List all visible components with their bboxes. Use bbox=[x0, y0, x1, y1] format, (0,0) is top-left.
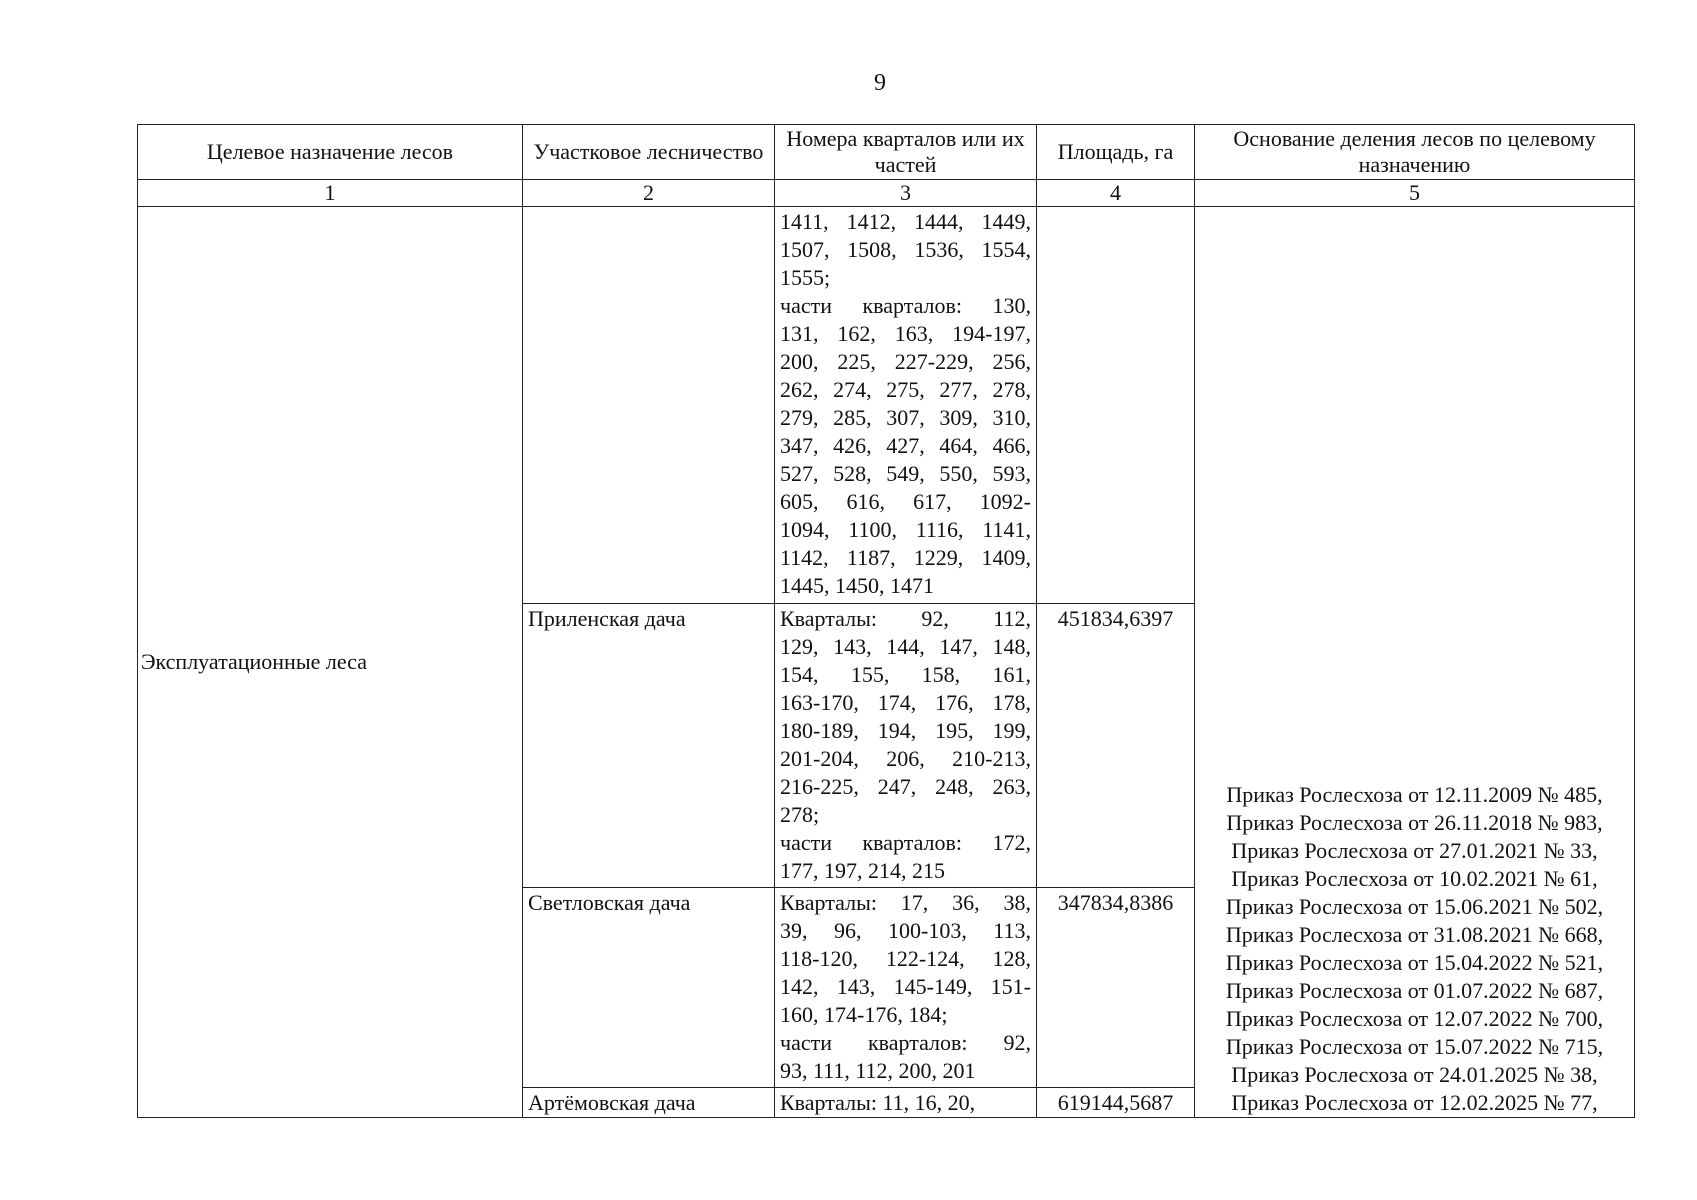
quarters-line: 201-204, 206, 210-213, bbox=[780, 746, 1031, 772]
basis-order-line: Приказ Рослесхоза от 01.07.2022 № 687, bbox=[1225, 978, 1604, 1003]
quarters-line: 160, 174-176, 184; bbox=[780, 1002, 948, 1028]
header-quarters: Номера кварталов или их частей bbox=[775, 125, 1037, 180]
quarters-line: 1094, 1100, 1116, 1141, bbox=[780, 517, 1031, 542]
area-cell: 619144,5687 bbox=[1037, 1087, 1195, 1117]
quarters-cell bbox=[775, 604, 1037, 888]
quarters-line: 180-189, 194, 195, 199, bbox=[780, 718, 1031, 744]
header-basis: Основание деления лесов по целевому назначению bbox=[1195, 125, 1635, 180]
table-header-row bbox=[138, 125, 1635, 180]
basis-order-line: Приказ Рослесхоза от 15.04.2022 № 521, bbox=[1225, 950, 1604, 975]
quarters-line: Кварталы: 92, 112, bbox=[780, 606, 1031, 632]
basis-order-line: Приказ Рослесхоза от 26.11.2018 № 983, bbox=[1226, 810, 1603, 835]
quarters-line: 118-120, 122-124, 128, bbox=[780, 946, 1031, 972]
forestry-cell: Артёмовская дача bbox=[523, 1087, 775, 1117]
forestry-cell: Светловская дача bbox=[523, 888, 775, 1088]
quarters-line: 93, 111, 112, 200, 201 bbox=[780, 1058, 976, 1084]
quarters-line: 154, 155, 158, 161, bbox=[780, 662, 1031, 688]
quarters-line: 279, 285, 307, 309, 310, bbox=[780, 405, 1031, 430]
quarters-line: Кварталы: 17, 36, 38, bbox=[780, 890, 1031, 916]
quarters-line: 1507, 1508, 1536, 1554, bbox=[780, 237, 1031, 262]
basis-order-line: Приказ Рослесхоза от 10.02.2021 № 61, bbox=[1231, 866, 1598, 891]
quarters-line: 262, 274, 275, 277, 278, bbox=[780, 377, 1031, 402]
quarters-line: 1445, 1450, 1471 bbox=[780, 573, 934, 598]
quarters-line: 527, 528, 549, 550, 593, bbox=[780, 461, 1031, 486]
quarters-line: 1142, 1187, 1229, 1409, bbox=[780, 545, 1031, 570]
column-number: 4 bbox=[1037, 180, 1195, 207]
quarters-cell bbox=[775, 888, 1037, 1088]
column-number: 5 bbox=[1195, 180, 1635, 207]
page-number: 9 bbox=[874, 70, 886, 96]
header-purpose: Целевое назначение лесов bbox=[138, 125, 523, 180]
quarters-line: 129, 143, 144, 147, 148, bbox=[780, 634, 1031, 660]
basis-order-line: Приказ Рослесхоза от 15.07.2022 № 715, bbox=[1225, 1034, 1604, 1059]
quarters-line: 200, 225, 227-229, 256, bbox=[780, 349, 1031, 374]
basis-order-line: Приказ Рослесхоза от 15.06.2021 № 502, bbox=[1225, 894, 1604, 919]
quarters-line: 216-225, 247, 248, 263, bbox=[780, 774, 1031, 800]
quarters-line: 278; bbox=[780, 802, 820, 828]
quarters-line: 142, 143, 145-149, 151- bbox=[780, 974, 1031, 1000]
basis-order-line: Приказ Рослесхоза от 12.07.2022 № 700, bbox=[1225, 1006, 1604, 1031]
quarters-line: части кварталов: 92, bbox=[780, 1030, 1031, 1056]
forestry-cell bbox=[523, 207, 775, 604]
quarters-line: Кварталы: 11, 16, 20, bbox=[780, 1089, 976, 1115]
basis-order-line: Приказ Рослесхоза от 24.01.2025 № 38, bbox=[1231, 1062, 1598, 1087]
column-number-row bbox=[138, 180, 1635, 207]
quarters-cell bbox=[775, 207, 1037, 604]
column-number: 1 bbox=[138, 180, 523, 207]
area-cell: 451834,6397 bbox=[1037, 604, 1195, 888]
basis-cell bbox=[1195, 207, 1635, 1118]
purpose-cell: Эксплуатационные леса bbox=[138, 207, 523, 1118]
quarters-line: 163-170, 174, 176, 178, bbox=[780, 690, 1031, 716]
area-cell: 347834,8386 bbox=[1037, 888, 1195, 1088]
header-area: Площадь, га bbox=[1037, 125, 1195, 180]
quarters-line: 347, 426, 427, 464, 466, bbox=[780, 433, 1031, 458]
forestry-cell: Приленская дача bbox=[523, 604, 775, 888]
area-cell bbox=[1037, 207, 1195, 604]
column-number: 3 bbox=[775, 180, 1037, 207]
basis-order-line: Приказ Рослесхоза от 31.08.2021 № 668, bbox=[1225, 922, 1604, 947]
quarters-line: 1555; bbox=[780, 265, 831, 290]
quarters-line: 177, 197, 214, 215 bbox=[780, 858, 945, 884]
column-number: 2 bbox=[523, 180, 775, 207]
forest-purpose-table bbox=[137, 124, 1635, 1118]
quarters-line: 39, 96, 100-103, 113, bbox=[780, 918, 1031, 944]
basis-order-line: Приказ Рослесхоза от 27.01.2021 № 33, bbox=[1231, 838, 1598, 863]
basis-order-line: Приказ Рослесхоза от 12.11.2009 № 485, bbox=[1226, 782, 1603, 807]
quarters-line: 605, 616, 617, 1092- bbox=[780, 489, 1031, 514]
quarters-cell bbox=[775, 1087, 1037, 1117]
quarters-line: 131, 162, 163, 194-197, bbox=[780, 321, 1031, 346]
table-row bbox=[138, 207, 1635, 604]
quarters-line: части кварталов: 130, bbox=[780, 293, 1031, 318]
header-forestry: Участковое лесничество bbox=[523, 125, 775, 180]
quarters-line: части кварталов: 172, bbox=[780, 830, 1031, 856]
quarters-line: 1411, 1412, 1444, 1449, bbox=[780, 209, 1031, 234]
basis-order-line: Приказ Рослесхоза от 12.02.2025 № 77, bbox=[1231, 1090, 1598, 1115]
